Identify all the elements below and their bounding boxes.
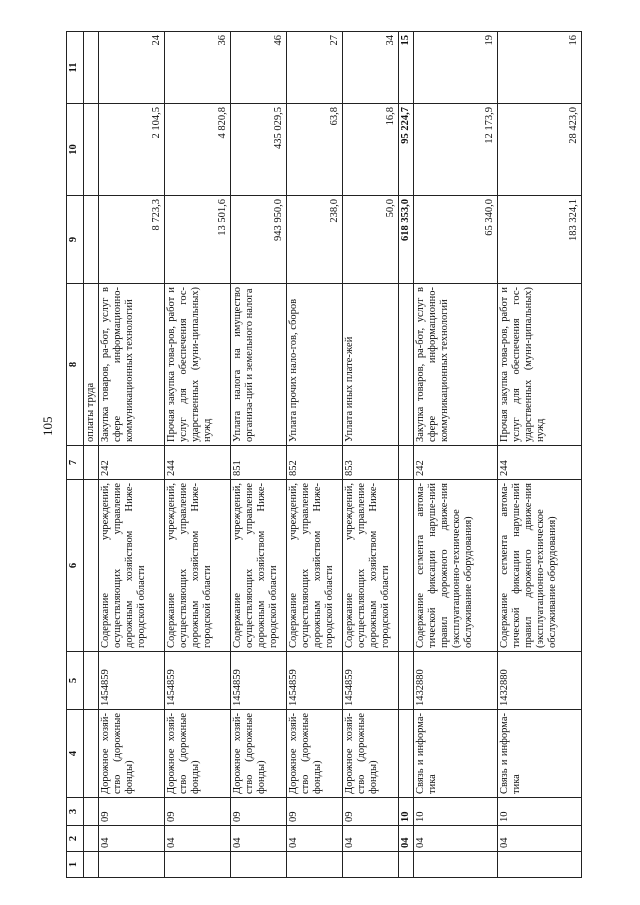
cell-section: 04 [287,826,343,852]
cell-target-code: 1432880 [498,652,582,710]
cell-percent-total: 15 [399,32,414,104]
cell-expense-name: Уплата прочих нало-гов, сборов [287,284,343,446]
cell-plan-total: 618 353,0 [399,196,414,284]
cell-expense-code: 244 [498,446,582,480]
cell-actual: 2 104,5 [99,104,165,196]
cell-subsection: 10 [414,798,498,826]
cell-target-code: 1432880 [414,652,498,710]
cell-plan: 65 340,0 [414,196,498,284]
col-header: 4 [67,710,84,798]
cell-subsection-name: Дорожное хозяй-ство (дорожные фонды) [165,710,231,798]
cell-expense-code: 242 [414,446,498,480]
table-row [231,32,287,878]
cell-target-code: 1454859 [165,652,231,710]
cell-subsection: 09 [99,798,165,826]
cell-target-name: Содержание учреждений, осуществляющих управление дорожным хозяйством Ниже-городской области [287,480,343,652]
table-row [287,32,343,878]
cell-section: 04 [498,826,582,852]
cell-subsection: 09 [165,798,231,826]
cell-actual: 16,8 [343,104,399,196]
cell-percent: 16 [498,32,582,104]
budget-table [66,31,582,878]
cell-target-code: 1454859 [343,652,399,710]
carryover-text: оплаты труда [84,284,99,446]
cell-actual: 63,8 [287,104,343,196]
col-header: 3 [67,798,84,826]
cell-target-name: Содержание сегмента автома-тической фиксации наруше-ний правил дорожного движе-ния (эксплуатационно-техническое обслуживание оборудования) [498,480,582,652]
table-row [165,32,231,878]
table-row [343,32,399,878]
cell-plan: 8 723,3 [99,196,165,284]
cell-subsection-name: Дорожное хозяй-ство (дорожные фонды) [231,710,287,798]
cell-percent: 34 [343,32,399,104]
cell-subsection-name: Дорожное хозяй-ство (дорожные фонды) [287,710,343,798]
cell-expense-code: 851 [231,446,287,480]
col-header: 5 [67,652,84,710]
cell-expense-code: 244 [165,446,231,480]
cell-percent: 36 [165,32,231,104]
cell-subsection-name: Дорожное хозяй-ство (дорожные фонды) [99,710,165,798]
cell-expense-name: Закупка товаров, ра-бот, услуг в сфере информационно-коммуникационных технологий [414,284,498,446]
cell-subsection: 09 [287,798,343,826]
col-header: 6 [67,480,84,652]
cell-plan: 238,0 [287,196,343,284]
col-header: 7 [67,446,84,480]
table-row [498,32,582,878]
carryover-row [84,32,99,878]
cell-target-code: 1454859 [287,652,343,710]
cell-section: 04 [399,826,414,852]
cell-percent: 46 [231,32,287,104]
cell-plan: 50,0 [343,196,399,284]
cell-actual-total: 95 224,7 [399,104,414,196]
cell-subsection: 09 [343,798,399,826]
budget-table-rotated [66,32,580,878]
table-row [414,32,498,878]
cell-expense-code: 853 [343,446,399,480]
cell-target-name: Содержание учреждений, осуществляющих управление дорожным хозяйством Ниже-городской области [165,480,231,652]
cell-subsection: 10 [399,798,414,826]
cell-expense-name: Закупка товаров, ра-бот, услуг в сфере информационно-коммуникационных технологий [99,284,165,446]
cell-section: 04 [165,826,231,852]
cell-expense-code: 242 [99,446,165,480]
cell-target-name: Содержание сегмента автома-тической фиксации наруше-ний правил дорожного движе-ния (эксплуатационно-техническое обслуживание оборудования) [414,480,498,652]
cell-percent: 24 [99,32,165,104]
cell-target-name: Содержание учреждений, осуществляющих управление дорожным хозяйством Ниже-городской области [231,480,287,652]
cell-subsection: 10 [498,798,582,826]
cell-target-code: 1454859 [99,652,165,710]
cell-expense-name: Уплата иных плате-жей [343,284,399,446]
header-row [67,32,84,878]
cell-section: 04 [414,826,498,852]
subtotal-row [399,32,414,878]
col-header: 10 [67,104,84,196]
cell-section: 04 [343,826,399,852]
cell-subsection-name: Связь и информа-тика [414,710,498,798]
cell-target-name: Содержание учреждений, осуществляющих управление дорожным хозяйством Ниже-городской области [343,480,399,652]
cell-percent: 19 [414,32,498,104]
cell-target-name: Содержание учреждений, осуществляющих управление дорожным хозяйством Ниже-городской области [99,480,165,652]
cell-section: 04 [99,826,165,852]
cell-section: 04 [231,826,287,852]
col-header: 9 [67,196,84,284]
cell-subsection-name: Связь и информа-тика [498,710,582,798]
cell-plan: 943 950,0 [231,196,287,284]
cell-expense-code: 852 [287,446,343,480]
cell-actual: 4 820,8 [165,104,231,196]
cell-plan: 13 501,6 [165,196,231,284]
cell-subsection: 09 [231,798,287,826]
cell-expense-name: Прочая закупка това-ров, работ и услуг для обеспечения гос-ударственных (муни-ципальных) нужд [498,284,582,446]
cell-actual: 435 029,5 [231,104,287,196]
page-number: 105 [40,416,55,436]
cell-target-code: 1454859 [231,652,287,710]
col-header: 8 [67,284,84,446]
cell-expense-name: Прочая закупка това-ров, работ и услуг для обеспечения гос-ударственных (муни-ципальных) нужд [165,284,231,446]
cell-actual: 12 173,9 [414,104,498,196]
col-header: 11 [67,32,84,104]
cell-actual: 28 423,0 [498,104,582,196]
cell-percent: 27 [287,32,343,104]
table-row [99,32,165,878]
cell-expense-name: Уплата налога на имущество организа-ций и земельного налога [231,284,287,446]
col-header: 2 [67,826,84,852]
cell-subsection-name: Дорожное хозяй-ство (дорожные фонды) [343,710,399,798]
col-header: 1 [67,852,84,878]
cell-plan: 183 324,1 [498,196,582,284]
